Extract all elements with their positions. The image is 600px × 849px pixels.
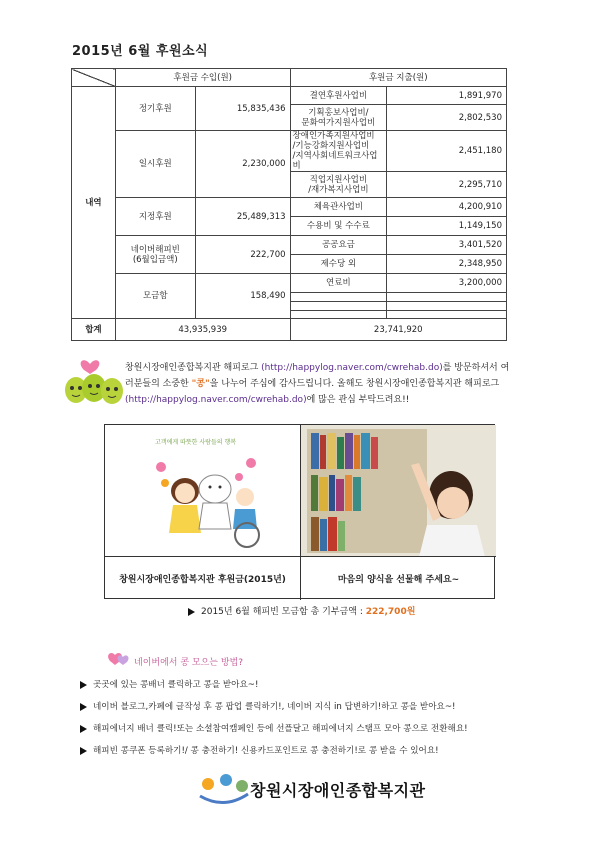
expense-label-4: 체육관사업비 [290,198,387,217]
bookshelf-photo [301,425,496,557]
total-label: 합계 [72,319,116,341]
happylog-link-2[interactable]: (http://happylog.naver.com/cwrehab.do) [125,395,307,405]
section-label: 내역 [72,87,116,319]
expense-amount-1: 2,802,530 [387,105,507,131]
expense-label-1: 기획홍보사업비/ 문화여가지원사업비 [290,105,387,131]
bullet-triangle-icon [80,725,87,733]
step-text: 해피빈 콩쿠폰 등록하기!/ 콩 충전하기! 신용카드포인트로 콩 충전하기!로 콩 받을 수 있어요! [93,746,439,756]
bullet-triangle-icon [188,608,195,616]
total-text: 2015년 6월 해피빈 모금함 총 기부금액 : [201,607,366,617]
right-caption: 마음의 양식을 선물해 주세요~ [337,575,460,585]
org-name: 창원시장애인종합복지관 [250,781,426,800]
intro-text-4: 에 많은 관심 부탁드려요!! [306,395,410,405]
expense-header: 후원금 지출(원) [290,69,506,87]
income-label-4: 모금함 [115,274,195,319]
expense-amount-7: 2,348,950 [387,255,507,274]
income-amount-2: 25,489,313 [195,198,290,236]
empty-cell [387,311,507,319]
income-amount-0: 15,835,436 [195,87,290,131]
howto-step [80,676,560,698]
total-amount: 222,700원 [365,607,416,617]
expense-amount-2: 2,451,180 [387,131,507,172]
empty-cell [290,311,387,319]
expense-total: 23,741,920 [290,319,506,341]
income-header: 후원금 수입(원) [115,69,290,87]
income-total: 43,935,939 [115,319,290,341]
expense-label-6: 공공요금 [290,236,387,255]
expense-amount-8: 3,200,000 [387,274,507,293]
howto-steps [80,676,560,764]
empty-cell [290,302,387,311]
expense-amount-4: 4,200,910 [387,198,507,217]
bullet-triangle-icon [80,703,87,711]
expense-label-7: 제수당 외 [290,255,387,274]
step-text: 곳곳에 있는 콩배너 클릭하고 콩을 받아요~! [93,680,259,690]
mascot-illustration [62,358,126,410]
donation-illustration [105,425,301,557]
left-caption: 창원시장애인종합복지관 후원금(2015년) [105,557,301,600]
expense-label-8: 연료비 [290,274,387,293]
page-title: 2015년 6월 후원소식 [72,44,209,59]
bullet-triangle-icon [80,747,87,755]
expense-label-5: 수용비 및 수수료 [290,217,387,236]
picture-box [104,424,495,599]
expense-amount-6: 3,401,520 [387,236,507,255]
expense-amount-0: 1,891,970 [387,87,507,105]
intro-text-2: 를 방문하셔서 여러분들의 소중한 [125,363,510,389]
expense-label-3: 직업지원사업비 /재가복지사업비 [290,172,387,198]
donation-table [71,68,507,341]
heart-icon [106,651,132,671]
empty-cell [290,293,387,302]
table-corner-cell [72,69,116,87]
bullet-triangle-icon [80,681,87,689]
income-amount-4: 158,490 [195,274,290,319]
expense-amount-5: 1,149,150 [387,217,507,236]
step-text: 네이버 블로그,카페에 글작성 후 콩 팝업 클릭하기!, 네이버 지식 in 답변하기!하고 콩을 받아요~! [93,702,456,712]
expense-label-2: 장애인가족지원사업비 /기능강화지원사업비 /지역사회네트워크사업비 [290,131,387,172]
empty-cell [387,293,507,302]
illustration-banner: 고객에게 따뜻한 사람들의 행복 [155,439,237,446]
income-label-0: 정기후원 [115,87,195,131]
income-label-3: 네이버해피빈 (6월입금액) [115,236,195,274]
income-amount-1: 2,230,000 [195,131,290,198]
expense-amount-3: 2,295,710 [387,172,507,198]
kong-word: "콩" [191,379,210,389]
intro-text-1: 창원시장애인종합복지관 해피로그 [125,363,262,373]
howto-step [80,720,560,742]
income-label-1: 일시후원 [115,131,195,198]
howto-step [80,742,560,764]
income-label-2: 지정후원 [115,198,195,236]
expense-label-0: 결연후원사업비 [290,87,387,105]
intro-paragraph [125,360,515,408]
income-amount-3: 222,700 [195,236,290,274]
howto-title: 네이버에서 콩 모으는 방법? [134,658,243,668]
happybean-total [188,604,415,617]
step-text: 해피에너지 배너 클릭!또는 소셜참여캠페인 등에 선플달고 해피에너지 스탬프 모아 콩으로 전환해요! [93,724,468,734]
library-photo [301,425,496,557]
howto-step [80,698,560,720]
happylog-link[interactable]: (http://happylog.naver.com/cwrehab.do) [261,363,443,373]
intro-text-3: 을 나누어 주심에 감사드립니다. 올해도 창원시장애인종합복지관 해피로그 [209,379,500,389]
empty-cell [387,302,507,311]
